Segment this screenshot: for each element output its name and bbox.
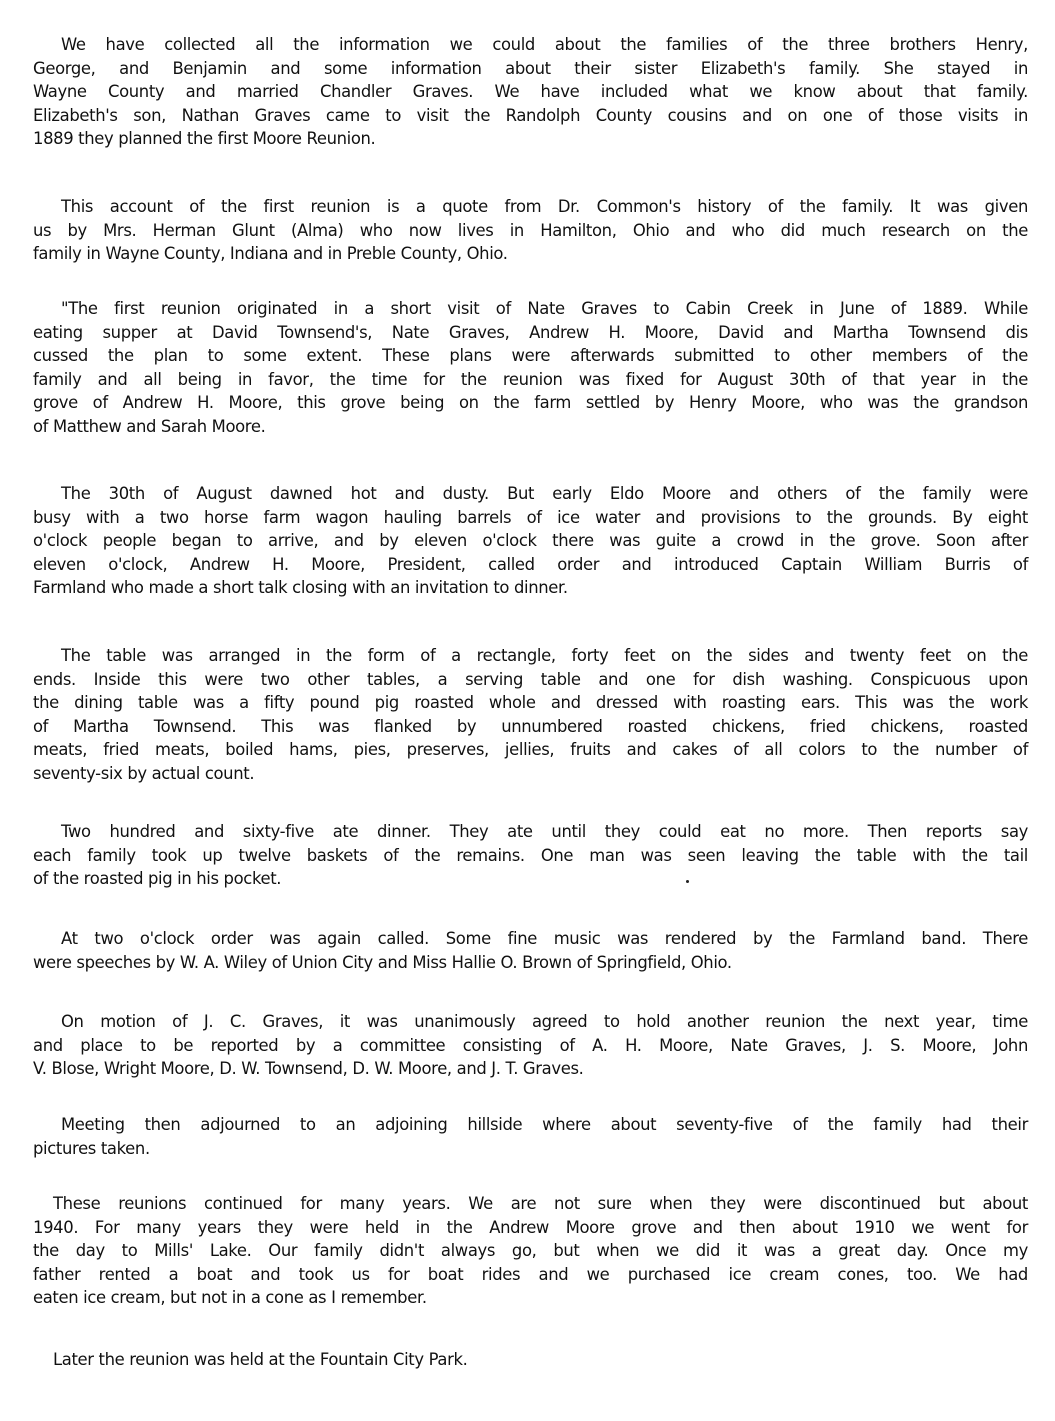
paragraph-source — [33, 195, 1028, 266]
text-line: cussed the plan to some extent. These plans were afterwards submitted to other members of the — [33, 346, 1028, 366]
text-line: These reunions continued for many years. We are not sure when they were discontinued but about — [53, 1194, 1028, 1213]
text-line: Later the reunion was held at the Fountain City Park. — [53, 1350, 468, 1369]
text-line: This account of the first reunion is a quote from Dr. Common's history of the family. It was given — [61, 197, 1028, 216]
text-line: were speeches by W. A. Wiley of Union City and Miss Hallie O. Brown of Springfield, Ohio. — [33, 952, 732, 972]
text-line: Wayne County and married Chandler Graves. We have included what we know about that family. — [33, 82, 1028, 102]
text-line: The table was arranged in the form of a rectangle, forty feet on the sides and twenty feet on the — [61, 646, 1028, 665]
text-line: father rented a boat and took us for boat rides and we purchased ice cream cones, too. We had — [33, 1264, 1028, 1284]
text-line: 1889 they planned the first Moore Reunion. — [33, 129, 376, 149]
text-line: eaten ice cream, but not in a cone as I remember. — [33, 1288, 427, 1308]
text-line: each family took up twelve baskets of the remains. One man was seen leaving the table with the tail — [33, 845, 1028, 865]
text-line: and place to be reported by a committee consisting of A. H. Moore, Nate Graves, J. S. Moore, John — [33, 1035, 1028, 1055]
text-line: George, and Benjamin and some information about their sister Elizabeth's family. She stayed in — [33, 58, 1028, 78]
text-line: us by Mrs. Herman Glunt (Alma) who now lives in Hamilton, Ohio and who did much research on the — [33, 220, 1028, 240]
text-line: At two o'clock order was again called. Some fine music was rendered by the Farmland band. There — [61, 929, 1028, 948]
text-line: The 30th of August dawned hot and dusty. But early Eldo Moore and others of the family were — [61, 484, 1028, 503]
paragraph-dinner — [33, 820, 1028, 891]
text-line: of Matthew and Sarah Moore. — [33, 416, 266, 436]
text-line: the day to Mills' Lake. Our family didn't always go, but when we did it was a great day. Once my — [33, 1241, 1028, 1261]
text-line: 1940. For many years they were held in the Andrew Moore grove and then about 1910 we went for — [33, 1217, 1028, 1237]
text-line: meats, fried meats, boiled hams, pies, preserves, jellies, fruits and cakes of all colors to the number of — [33, 740, 1028, 760]
text-line: family in Wayne County, Indiana and in Preble County, Ohio. — [33, 244, 508, 264]
paragraph-afternoon — [33, 927, 1028, 974]
text-line: busy with a two horse farm wagon hauling barrels of ice water and provisions to the grounds. By eight — [33, 507, 1028, 527]
text-line: grove of Andrew H. Moore, this grove being on the farm settled by Henry Moore, who was the grandson — [33, 393, 1028, 413]
paragraph-table — [33, 644, 1028, 786]
text-line: the dining table was a fifty pound pig roasted whole and dressed with roasting ears. This was the work — [33, 693, 1028, 713]
text-line: o'clock people began to arrive, and by eleven o'clock there was guite a crowd in the grove. Soon after — [33, 531, 1028, 551]
text-line: family and all being in favor, the time for the reunion was fixed for August 30th of that year in the — [33, 369, 1028, 389]
text-line: Meeting then adjourned to an adjoining hillside where about seventy-five of the family had their — [61, 1115, 1028, 1134]
paragraph-fountain-city — [33, 1348, 1028, 1372]
text-line: ends. Inside this were two other tables, a serving table and one for dish washing. Conspicuous upon — [33, 669, 1028, 689]
scan-speck — [686, 880, 689, 883]
paragraph-later-years — [33, 1192, 1028, 1310]
text-line: On motion of J. C. Graves, it was unanimously agreed to hold another reunion the next year, time — [61, 1012, 1028, 1031]
paragraph-adjourned — [33, 1113, 1028, 1160]
text-line: We have collected all the information we could about the families of the three brothers Henry, — [61, 35, 1028, 54]
text-line: Two hundred and sixty-five ate dinner. They ate until they could eat no more. Then reports say — [61, 822, 1028, 841]
paragraph-motion — [33, 1010, 1028, 1081]
paragraph-quote-origin — [33, 297, 1028, 439]
text-line: pictures taken. — [33, 1138, 150, 1158]
text-line: V. Blose, Wright Moore, D. W. Townsend, D. W. Moore, and J. T. Graves. — [33, 1059, 584, 1079]
text-line: "The first reunion originated in a short visit of Nate Graves to Cabin Creek in June of 1889. While — [61, 299, 1028, 318]
paragraph-intro — [33, 33, 1028, 151]
text-line: seventy-six by actual count. — [33, 763, 255, 783]
text-line: of the roasted pig in his pocket. — [33, 869, 282, 889]
text-line: Farmland who made a short talk closing with an invitation to dinner. — [33, 578, 568, 598]
text-line: eleven o'clock, Andrew H. Moore, President, called order and introduced Captain William Burris of — [33, 554, 1028, 574]
text-line: eating supper at David Townsend's, Nate Graves, Andrew H. Moore, David and Martha Townsend dis — [33, 322, 1028, 342]
text-line: Elizabeth's son, Nathan Graves came to visit the Randolph County cousins and on one of those visits in — [33, 105, 1028, 125]
text-line: of Martha Townsend. This was flanked by unnumbered roasted chickens, fried chickens, roasted — [33, 716, 1028, 736]
paragraph-august-30 — [33, 482, 1028, 600]
